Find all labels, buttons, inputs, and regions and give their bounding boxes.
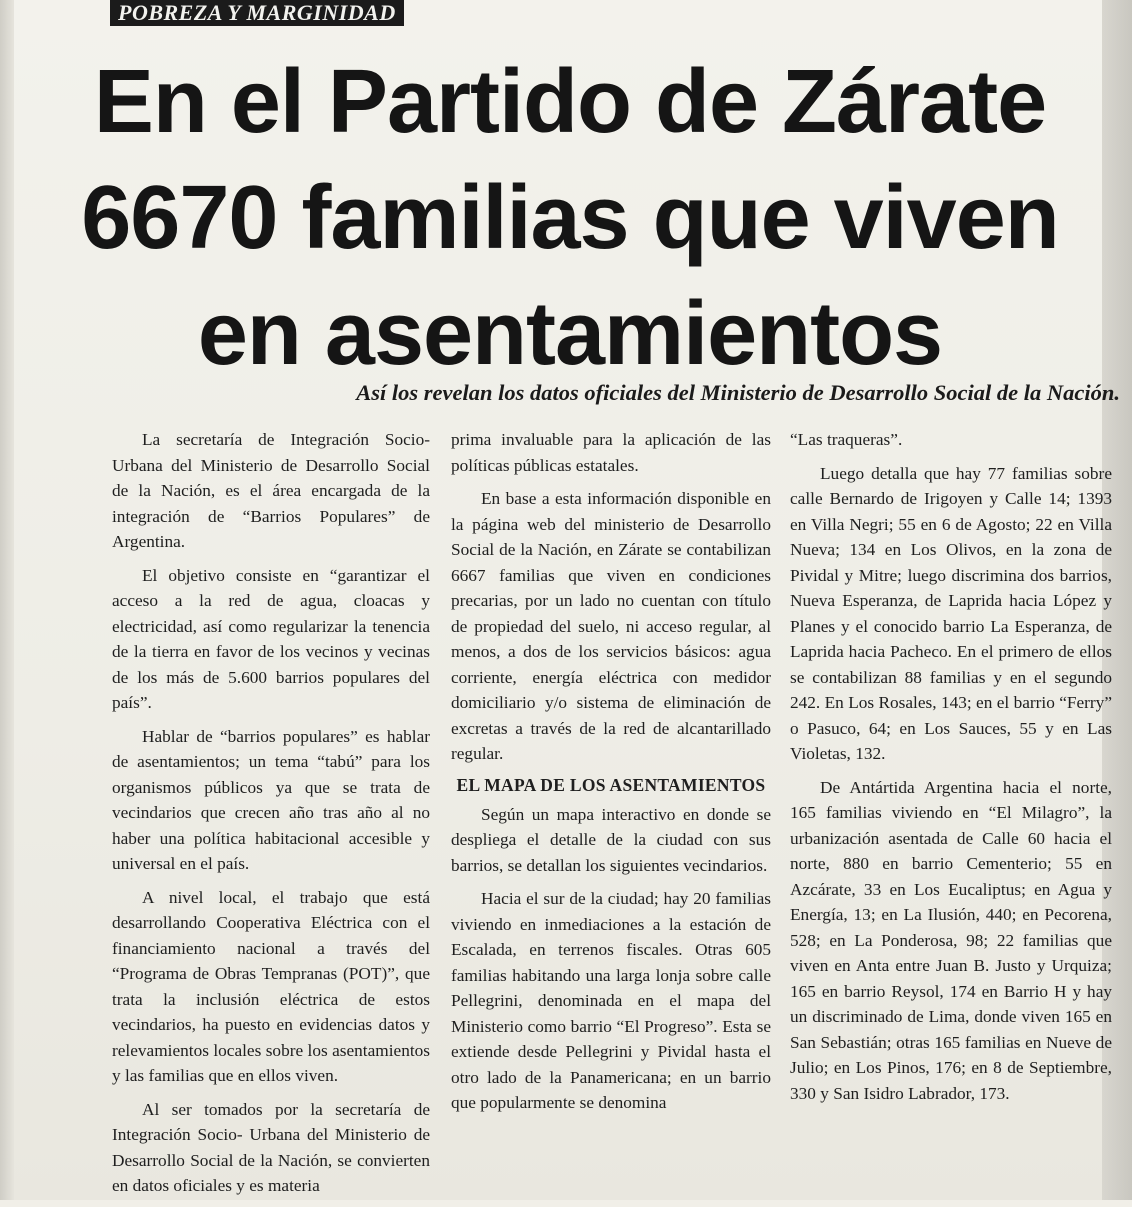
paragraph: En base a esta información disponible en la página web del ministerio de Desarrollo Social de la Nación, en Zárate se contabilizan 6667 familias que viven en condiciones precarias, por un lado no cuentan con título de propiedad del suelo, ni acceso regular, al menos, a dos de los servicios básicos: agua corriente, energía eléctrica con medidor domiciliario y/o sistema de eliminación de excretas a través de la red de alcantarillado regular. (451, 489, 771, 763)
article-column-3 (790, 427, 1112, 1114)
paragraph: Luego detalla que hay 77 familias sobre calle Bernardo de Irigoyen y Calle 14; 1393 en Villa Negri; 55 en 6 de Agosto; 22 en Villa Nueva; 134 en Los Olivos, en la zona de Pividal y Mitre; luego discrimina dos barrios, Nueva Esperanza, de Laprida hacia López y Planes y el conocido barrio La Esperanza, de Laprida hacia Pacheco. En el primero de ellos se contabilizan 88 familias y en el segundo 242. En Los Rosales, 143; en el barrio “Ferry” o Pasuco, 64; en Los Sauces, 55 y en Las Violetas, 132. (790, 463, 1112, 763)
headline-line-3: en asentamientos (197, 284, 943, 384)
paragraph: prima invaluable para la aplicación de las políticas públicas estatales. (451, 430, 771, 475)
paragraph: Al ser tomados por la secretaría de Integración Socio- Urbana del Ministerio de Desarrollo Social de la Nación, se convierten en datos oficiales y es materia (112, 1099, 430, 1195)
article-column-2 (451, 427, 771, 1124)
section-heading: EL MAPA DE LOS ASENTAMIENTOS (456, 774, 766, 795)
paragraph: El objetivo consiste en “garantizar el acceso a la red de agua, cloacas y electricidad, así como regularizar la tenencia de la tierra en favor de los vecinos y vecinas de los más de 5.600 barrios populares del país”. (112, 565, 430, 712)
subheadline: Así los revelan los datos oficiales del Ministerio de Desarrollo Social de la Nación. (356, 380, 1120, 405)
headline (20, 44, 1120, 392)
paragraph: A nivel local, el trabajo que está desarrollando Cooperativa Eléctrica con el financiamiento nacional a través del “Programa de Obras Tempranas (POT)”, que trata la inclusión eléctrica de estos vecindarios, ha puesto en evidencias datos y relevamientos locales sobre los asentamientos y las familias que en ellos viven. (112, 887, 430, 1085)
paragraph: “Las traqueras”. (790, 430, 903, 449)
page-edge-left (0, 0, 14, 1200)
headline-line-1: En el Partido de Zárate (93, 52, 1047, 152)
paragraph: De Antártida Argentina hacia el norte, 165 familias viviendo en “El Milagro”, la urbanización asentada de Calle 60 hacia el norte, 880 en barrio Cementerio; 55 en Azcárate, 33 en Los Eucaliptus; en Agua y Energía, 13; en La Ilusión, 440; en Pecorena, 528; en La Ponderosa, 98; 22 familias que viven en Anta entre Juan B. Justo y Urquiza; 165 en barrio Reysol, 174 en Barrio H y hay un discriminado de Lima, donde viven 165 en San Sebastián; otras 165 familias en Nueve de Julio; en Los Pinos, 176; en 8 de Septiembre, 330 y San Isidro Labrador, 173. (790, 777, 1112, 1103)
paragraph: Hacia el sur de la ciudad; hay 20 familias viviendo en inmediaciones a la estación de Escalada, en terrenos fiscales. Otras 605 familias habitando una larga lonja sobre calle Pellegrini, denominada en el mapa del Ministerio como barrio “El Progreso”. Esta se extiende desde Pellegrini y Pividal hasta el otro lado de la Panamericana; en un barrio que popularmente se denomina (451, 889, 771, 1112)
paragraph: Según un mapa interactivo en donde se despliega el detalle de la ciudad con sus barrios, se detallan los siguientes vecindarios. (451, 804, 771, 875)
headline-line-2: 6670 familias que viven (81, 168, 1059, 268)
paragraph: Hablar de “barrios populares” es hablar de asentamientos; un tema “tabú” para los organismos públicos ya que se trata de vecindarios que crecen año tras año al no haber una política habitacional accesible y universal en el país. (112, 726, 430, 873)
section-label: POBREZA Y MARGINIDAD (110, 0, 404, 26)
article-column-1 (112, 427, 430, 1207)
paragraph: La secretaría de Integración Socio-Urbana del Ministerio de Desarrollo Social de la Nación, es el área encargada de la integración de “Barrios Populares” de Argentina. (112, 430, 430, 551)
